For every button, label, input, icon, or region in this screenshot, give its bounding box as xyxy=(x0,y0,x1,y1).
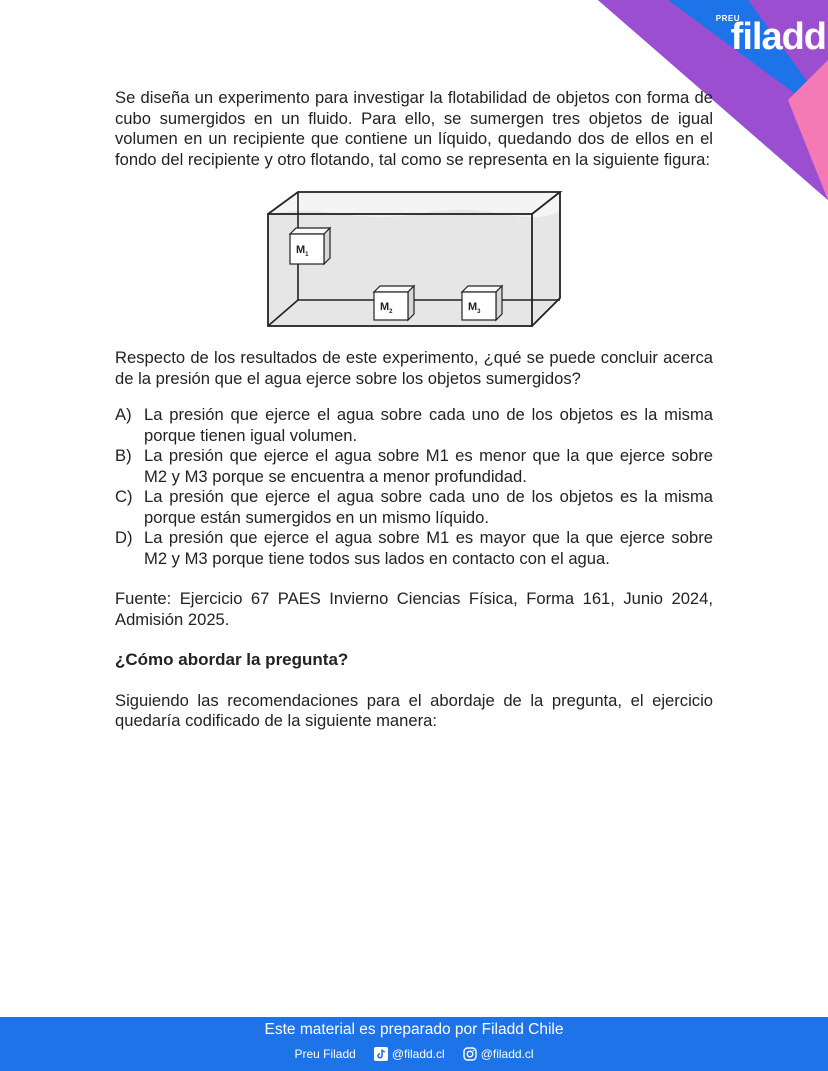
tiktok-link[interactable] xyxy=(374,1047,445,1061)
source-citation: Fuente: Ejercicio 67 PAES Invierno Ciencias Física, Forma 161, Junio 2024, Admisión 2025. xyxy=(115,589,713,629)
cube-m3 xyxy=(462,286,502,320)
tiktok-icon xyxy=(374,1047,388,1061)
option-b xyxy=(115,446,713,487)
footer-text: Este material es preparado por Filadd Chile xyxy=(264,1021,564,1038)
instagram-handle: @filadd.cl xyxy=(480,1047,534,1061)
intro-paragraph: Se diseña un experimento para investigar la flotabilidad de objetos con forma de cubo sumergidos en un fluido. Para ello, se sumergen tres objetos de igual volumen en un recipiente que contiene un líquido, quedando dos de ellos en el fondo del recipiente y otro flotando, tal como se representa en la siguiente figura: xyxy=(115,88,713,169)
option-text: La presión que ejerce el agua sobre M1 es mayor que la que ejerce sobre M2 y M3 porque tiene todos sus lados en contacto con el agua. xyxy=(144,528,713,568)
option-letter: B) xyxy=(115,446,132,465)
svg-text:M1: $M_1$ xyxy=(296,244,309,258)
cube-m2 xyxy=(374,286,414,320)
option-text: La presión que ejerce el agua sobre cada uno de los objetos es la misma porque tienen igual volumen. xyxy=(144,405,713,445)
option-letter: A) xyxy=(115,405,132,424)
option-d xyxy=(115,528,713,569)
question-text: Respecto de los resultados de este experimento, ¿qué se puede concluir acerca de la presión que el agua ejerce sobre los objetos sumergidos? xyxy=(115,348,713,388)
answer-options xyxy=(115,405,713,569)
footer-preu: Preu Filadd xyxy=(294,1047,356,1061)
option-letter: C) xyxy=(115,487,133,506)
closing-paragraph: Siguiendo las recomendaciones para el abordaje de la pregunta, el ejercicio quedaría codificado de la siguiente manera: xyxy=(115,690,713,730)
tiktok-handle: @filadd.cl xyxy=(391,1047,445,1061)
option-text: La presión que ejerce el agua sobre cada uno de los objetos es la misma porque están sumergidos en un mismo líquido. xyxy=(144,487,713,527)
option-c xyxy=(115,487,713,528)
option-letter: D) xyxy=(115,528,133,547)
cube-m1 xyxy=(290,228,330,264)
instagram-icon xyxy=(463,1047,477,1061)
tank-figure xyxy=(264,188,564,328)
svg-text:M3: $M_3$ xyxy=(468,301,481,315)
footer xyxy=(0,1017,828,1071)
svg-text:M2: $M_2$ xyxy=(380,301,393,315)
section-heading: ¿Cómo abordar la pregunta? xyxy=(115,650,349,669)
filadd-logo: filadd xyxy=(730,16,826,58)
main-content xyxy=(115,88,713,732)
logo-prefix: PREU xyxy=(715,14,740,23)
option-a xyxy=(115,405,713,446)
footer-links xyxy=(0,1047,828,1061)
instagram-link[interactable] xyxy=(463,1047,534,1061)
option-text: La presión que ejerce el agua sobre M1 es menor que la que ejerce sobre M2 y M3 porque se encuentra a menor profundidad. xyxy=(144,446,713,486)
